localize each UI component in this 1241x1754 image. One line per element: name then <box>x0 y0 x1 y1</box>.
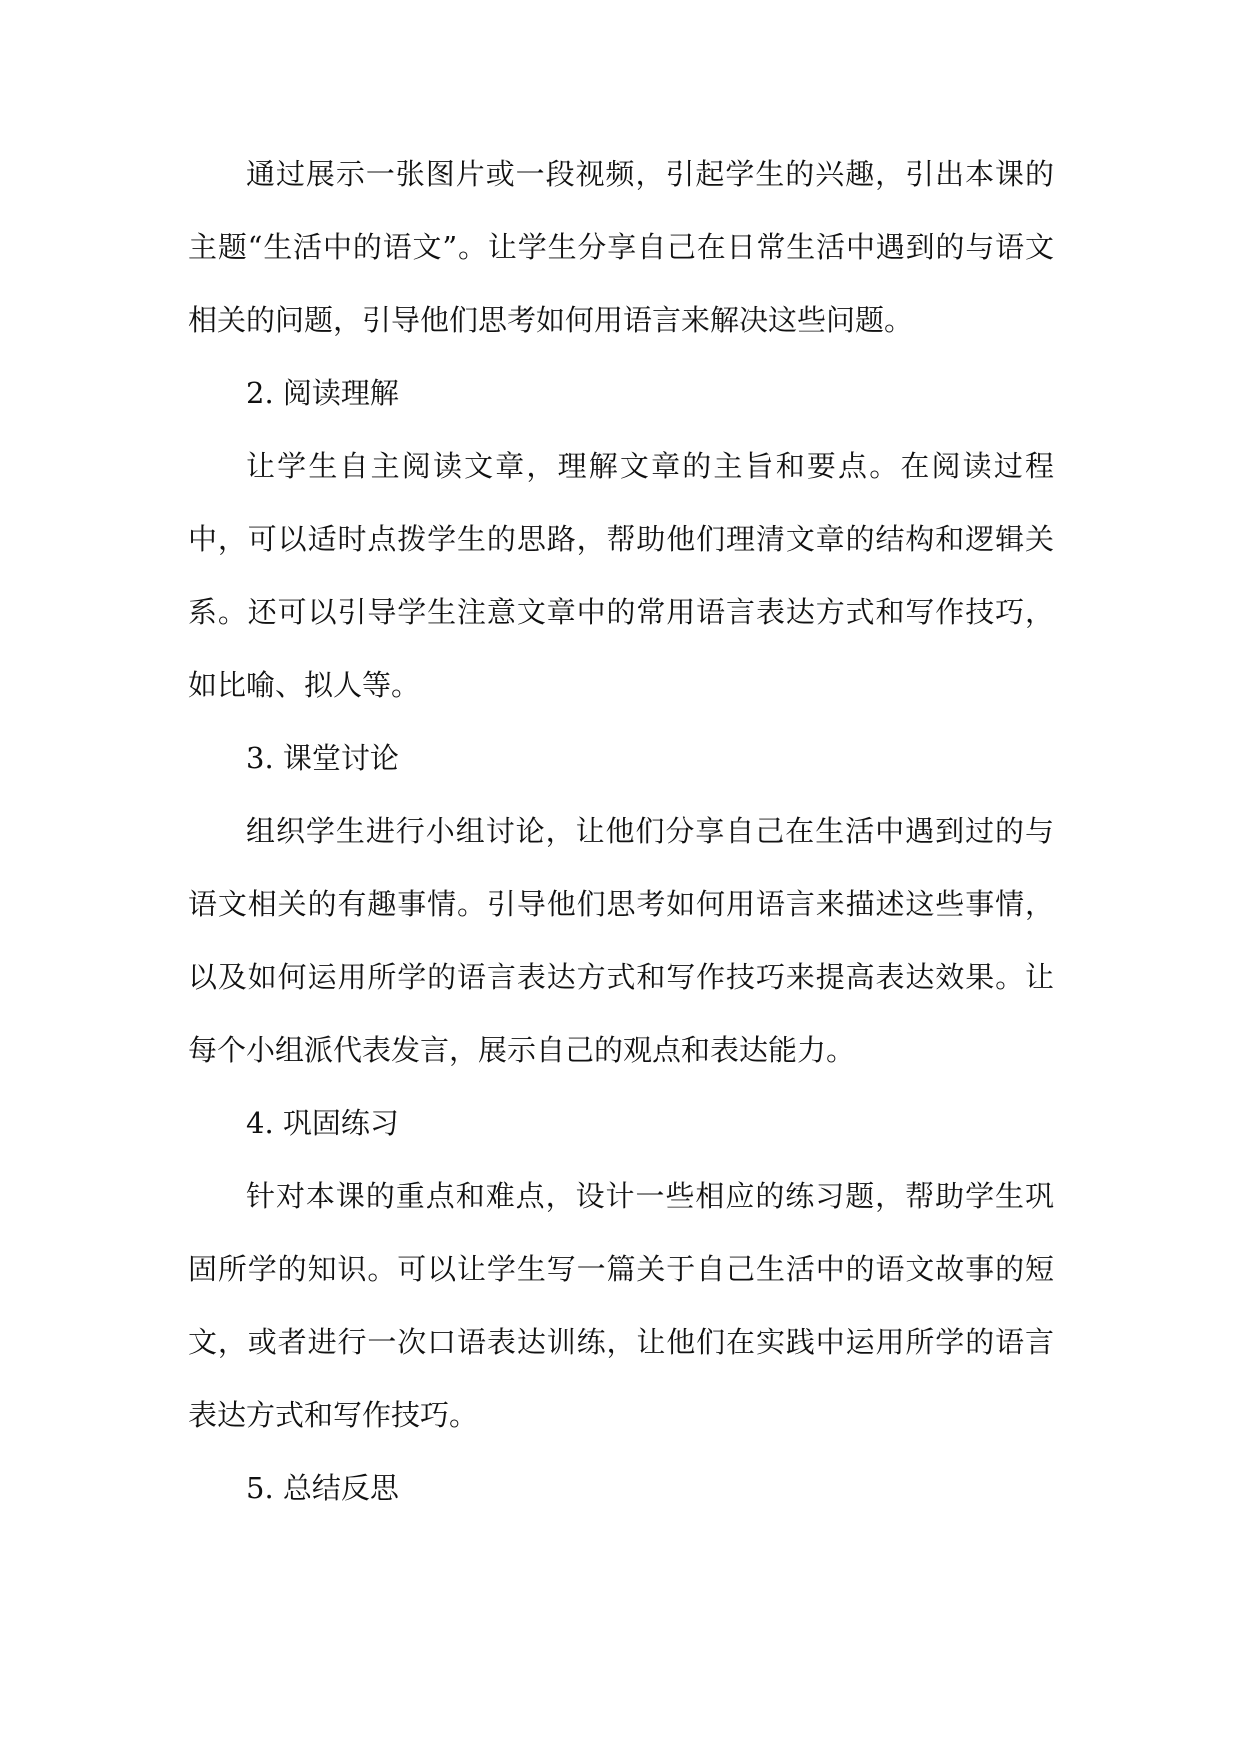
section-heading-summary: 5. 总结反思 <box>246 1471 399 1505</box>
discussion-paragraph: 组织学生进行小组讨论，让他们分享自己在生活中遇到过的与语文相关的有趣事情。引导他们思考如何用语言来描述这些事情，以及如何运用所学的语言表达方式和写作技巧来提高表达效果。让每个小组派代表发言，展示自己的观点和表达能力。 <box>188 814 1054 1067</box>
practice-paragraph: 针对本课的重点和难点，设计一些相应的练习题，帮助学生巩固所学的知识。可以让学生写一篇关于自己生活中的语文故事的短文，或者进行一次口语表达训练，让他们在实践中运用所学的语言表达方式和写作技巧。 <box>188 1179 1054 1432</box>
document-body <box>188 138 1054 1525</box>
section-heading-practice: 4. 巩固练习 <box>246 1106 399 1140</box>
section-heading-reading: 2. 阅读理解 <box>246 376 399 410</box>
reading-paragraph: 让学生自主阅读文章，理解文章的主旨和要点。在阅读过程中，可以适时点拨学生的思路，帮助他们理清文章的结构和逻辑关系。还可以引导学生注意文章中的常用语言表达方式和写作技巧，如比喻、拟人等。 <box>188 449 1054 702</box>
section-heading-discussion: 3. 课堂讨论 <box>246 741 399 775</box>
intro-paragraph: 通过展示一张图片或一段视频，引起学生的兴趣，引出本课的主题“生活中的语文”。让学生分享自己在日常生活中遇到的与语文相关的问题，引导他们思考如何用语言来解决这些问题。 <box>188 157 1054 337</box>
